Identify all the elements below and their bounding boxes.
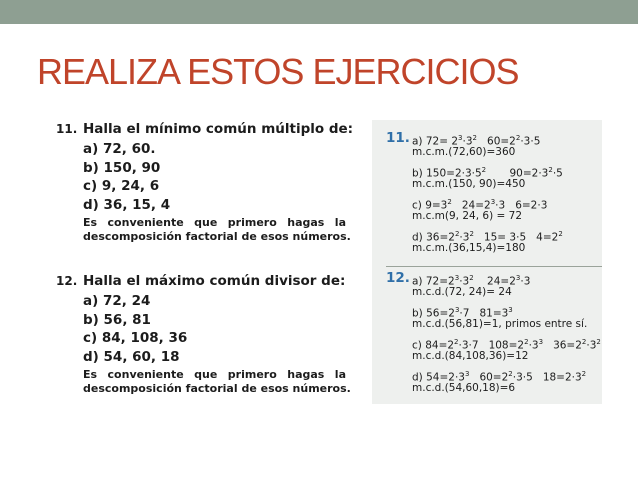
exercise-items <box>83 140 346 214</box>
solution-line: m.c.d.(56,81)=1, primos entre sí. <box>412 318 588 330</box>
solution-line: m.c.d.(84,108,36)=12 <box>412 350 529 362</box>
exercise-item: a) 72, 24 <box>83 293 151 309</box>
solution-line: m.c.m(9, 24, 6) = 72 <box>412 210 523 222</box>
exercise-items <box>83 292 346 366</box>
exercise-11 <box>56 120 354 243</box>
exercise-header <box>56 272 346 290</box>
exercise-item: b) 56, 81 <box>83 311 151 328</box>
exercise-prompt: Halla el mínimo común múltiplo de: <box>83 121 354 137</box>
exercise-number: 11. <box>56 122 78 136</box>
exercise-item: c) 84, 108, 36 <box>83 330 188 346</box>
solution-line: d) $54=2\cdot 3^3$ $60=2^2\cdot 3\cdot 5$ $18=2\cdot 3^2$ <box>412 370 587 384</box>
exercise-header <box>56 120 354 138</box>
solutions-panel <box>372 120 602 404</box>
solution-line: m.c.d.(72, 24)= 24 <box>412 286 512 298</box>
slide-title: REALIZA ESTOS EJERCICIOS <box>37 51 519 92</box>
solution-line: m.c.m.(36,15,4)=180 <box>412 242 526 254</box>
exercise-note: descomposición factorial de esos números. <box>83 381 351 395</box>
exercise-number: 12. <box>56 274 78 288</box>
exercise-item: a) 72, 60. <box>83 141 156 157</box>
solution-line: b) $150=2\cdot 3\cdot 5^2$ $90=2\cdot 3^2\cdot 5$ <box>412 166 563 180</box>
solution-line: b) $56=2^3\cdot 7$ $81=3^3$ <box>412 306 513 320</box>
solution-line: d) $36=2^2\cdot 3^2$ 15= 3·5 $4=2^2$ <box>412 230 563 244</box>
solution-line: a) $72= 2^3\cdot 3^2$ $60=2^2\cdot 3\cdot 5$ <box>412 134 541 148</box>
exercise-note: Es conveniente que primero hagas la <box>83 216 346 229</box>
solution-line: a) $72=2^3\cdot 3^2$ $24=2^3\cdot 3$ <box>412 274 531 288</box>
exercise-note: Es conveniente que primero hagas la <box>83 368 346 381</box>
exercises-panel <box>56 120 354 395</box>
solution-line: c) $84=2^2\cdot 3\cdot 7$ $108=2^2\cdot 3^3$ $36=2^2\cdot 3^2$ <box>412 338 601 352</box>
solution-line: c) $9=3^2$ $24=2^3\cdot 3$ 6=2·3 <box>412 198 548 212</box>
exercise-item: b) 150, 90 <box>83 159 161 176</box>
solution-line: m.c.m.(72,60)=360 <box>412 146 516 158</box>
solution-line: m.c.d.(54,60,18)=6 <box>412 382 516 394</box>
solution-line: m.c.m.(150, 90)=450 <box>412 178 526 190</box>
solution-number: 12. <box>386 270 410 286</box>
exercise-note: descomposición factorial de esos números. <box>83 229 351 243</box>
exercise-12 <box>56 272 351 395</box>
divider <box>386 266 602 267</box>
solution-number: 11. <box>386 130 410 146</box>
top-bar <box>0 0 638 24</box>
exercise-item: c) 9, 24, 6 <box>83 178 160 194</box>
exercise-item: d) 54, 60, 18 <box>83 348 180 365</box>
exercise-item: d) 36, 15, 4 <box>83 196 171 213</box>
exercise-prompt: Halla el máximo común divisor de: <box>83 273 346 289</box>
